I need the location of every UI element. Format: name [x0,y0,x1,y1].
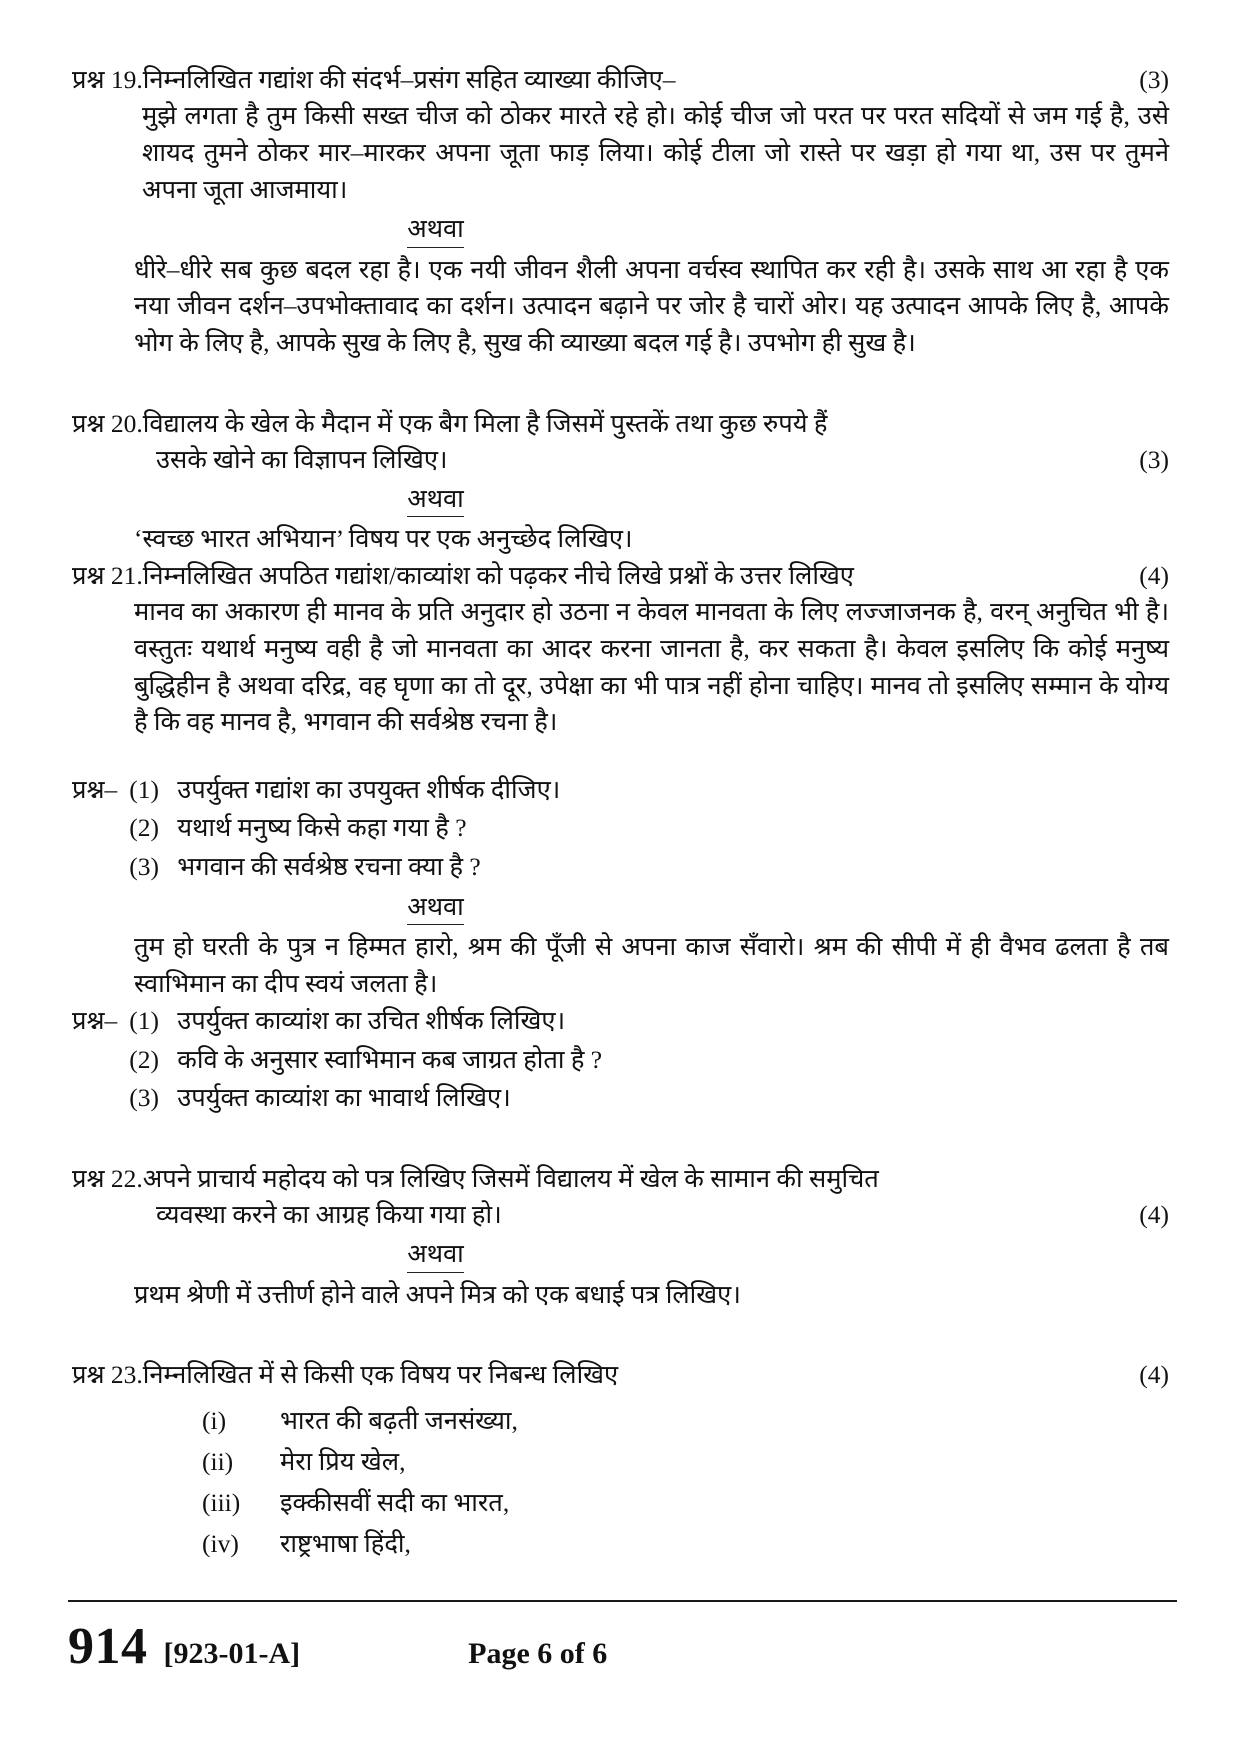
topic-text: मेरा प्रिय खेल, [280,1446,406,1476]
question-19-alt-passage: धीरे–धीरे सब कुछ बदल रहा है। एक नयी जीवन शैली अपना वर्चस्व स्थापित कर रही है। उसके साथ आ रहा है एक नया जीवन दर्शन–उपभोक्तावाद का दर्शन। उत्पादन बढ़ाने पर जोर है चारों ओर। यह उत्पादन आपके लिए है, आपके भोग के लिए है, आपके सुख के लिए है, सुख की व्याख्या बदल गई है। उपभोग ही सुख है। [134,254,1169,357]
subquestion-number: (3) [129,851,160,881]
question-21-alt-passage: तुम हो घरती के पुत्र न हिम्मत हारो, श्रम की पूँजी से अपना काज सँवारो। श्रम की सीपी में ही वैभव ढलता है तब स्वाभिमान का दीप स्वयं जलता है। [134,931,1169,998]
topic-number: (iv) [202,1529,239,1559]
question-21-or-wrap [72,890,1169,925]
spacer [72,1117,1169,1161]
topic-number: (i) [202,1405,227,1435]
subquestion-text: उपर्युक्त काव्यांश का उचित शीर्षक लिखिए। [177,1006,566,1036]
footer-paper-code: [923-01-A] [163,1637,301,1670]
question-20-label: प्रश्न 20. [72,408,143,438]
question-22-label: प्रश्न 22. [72,1164,143,1194]
question-21-label: प्रश्न 21. [72,560,143,590]
spacer [72,362,1169,406]
list-item [129,848,1169,886]
question-23-label: प्रश्न 23. [72,1360,143,1390]
subquestion-number: (2) [129,1044,160,1074]
question-21-text: निम्नलिखित अपठित गद्यांश/काव्यांश को पढ़कर नीचे लिखे प्रश्नों के उत्तर लिखिए [142,560,854,590]
list-item [129,1041,1169,1079]
question-19-passage: मुझे लगता है तुम किसी सख्त चीज को ठोकर मारते रहे हो। कोई चीज जो परत पर परत सदियों से जम गई है, उसे शायद तुमने ठोकर मार–मारकर अपना जूता फाड़ लिया। कोई टीला जो रास्ते पर खड़ा हो गया था, उस पर तुमने अपना जूता आजमाया। [142,101,1169,204]
question-20-or-wrap [72,482,1169,517]
list-item [202,1400,1169,1441]
question-20-text-line1: विद्यालय के खेल के मैदान में एक बैग मिला है जिसमें पुस्तकें तथा कुछ रुपये हैं [142,408,828,438]
subquestion-text: उपर्युक्त गद्यांश का उपयुक्त शीर्षक दीजिए। [177,775,561,804]
question-22-heading [72,1161,1169,1197]
question-22-or-label: अथवा [407,1237,464,1272]
question-19-heading [72,62,1169,98]
list-item [129,771,1169,809]
question-22-or-wrap [72,1237,1169,1272]
question-20-text-line2: उसके खोने का विज्ञापन लिखिए। [156,444,448,474]
question-19-or-wrap [72,212,1169,247]
question-20-line2 [72,442,1169,478]
question-21-subquestion-list [129,771,1169,886]
question-20-heading [72,406,1169,442]
subquestion-text: भगवान की सर्वश्रेष्ठ रचना क्या है ? [177,851,481,881]
topic-text: इक्कीसवीं सदी का भारत, [280,1488,510,1518]
list-item [202,1523,1169,1564]
question-21-subquestions [72,771,1169,886]
topic-text: भारत की बढ़ती जनसंख्या, [280,1405,518,1435]
question-21-alt-subquestions [72,1002,1169,1117]
topic-number: (iii) [202,1488,241,1518]
subquestion-number: (3) [129,1082,160,1112]
spacer [72,1313,1169,1357]
question-21-or-label: अथवा [407,890,464,925]
subquestion-text: कवि के अनुसार स्वाभिमान कब जाग्रत होता है ? [177,1044,603,1074]
question-22-marks: (4) [1139,1200,1169,1230]
question-21-alt-subquestion-label: प्रश्न– [72,1006,118,1036]
list-item [202,1441,1169,1482]
subquestion-number: (2) [129,813,160,843]
question-22-text-line1: अपने प्राचार्य महोदय को पत्र लिखिए जिसमें विद्यालय में खेल के सामान की समुचित [142,1164,879,1194]
topic-number: (ii) [202,1446,234,1476]
list-item [129,809,1169,847]
footer-page-number: Page 6 of 6 [468,1637,608,1670]
question-23-heading [72,1357,1169,1393]
question-23-text: निम्नलिखित में से किसी एक विषय पर निबन्ध लिखिए [142,1360,619,1390]
topic-text: राष्ट्रभाषा हिंदी, [280,1529,411,1559]
question-21-marks: (4) [1139,560,1169,590]
question-20-or-label: अथवा [407,482,464,517]
spacer [72,741,1169,771]
subquestion-number: (1) [129,1006,160,1036]
question-23-topic-list [72,1400,1169,1565]
question-20-marks: (3) [1139,444,1169,474]
subquestion-text: यथार्थ मनुष्य किसे कहा गया है ? [177,813,467,843]
list-item [129,1079,1169,1117]
question-19-text: निम्नलिखित गद्यांश की संदर्भ–प्रसंग सहित व्याख्या कीजिए– [142,65,676,94]
question-23-marks: (4) [1139,1360,1169,1390]
question-21-subquestion-label: प्रश्न– [72,775,118,804]
question-20-alt-text: ‘स्वच्छ भारत अभियान’ विषय पर एक अनुच्छेद लिखिए। [134,524,633,554]
list-item [129,1002,1169,1040]
page-footer [68,1617,1177,1676]
question-21-passage: मानव का अकारण ही मानव के प्रति अनुदार हो उठना न केवल मानवता के लिए लज्जाजनक है, वरन् अनुचित भी है। वस्तुतः यथार्थ मनुष्य वही है जो मानवता का आदर करना जानता है, कर सकता है। केवल इसलिए कि कोई मनुष्य बुद्धिहीन है अथवा दरिद्र, वह घृणा का तो दूर, उपेक्षा का भी पात्र नहीं होना चाहिए। मानव तो इसलिए सम्मान के योग्य है कि वह मानव है, भगवान की सर्वश्रेष्ठ रचना है। [134,597,1169,737]
question-19-marks: (3) [1139,65,1169,94]
list-item [202,1482,1169,1523]
question-22-line2 [72,1197,1169,1233]
footer-divider [68,1600,1177,1602]
footer-code: 914 [68,1618,148,1675]
question-22-alt-text: प्रथम श्रेणी में उत्तीर्ण होने वाले अपने मित्र को एक बधाई पत्र लिखिए। [134,1279,741,1309]
question-19-label: प्रश्न 19. [72,65,143,94]
subquestion-text: उपर्युक्त काव्यांश का भावार्थ लिखिए। [177,1082,511,1112]
question-21-alt-subquestion-list [129,1002,1169,1117]
question-22-text-line2: व्यवस्था करने का आग्रह किया गया हो। [156,1200,502,1230]
subquestion-number: (1) [129,775,160,804]
question-19-or-label: अथवा [407,212,464,247]
question-21-heading [72,558,1169,594]
